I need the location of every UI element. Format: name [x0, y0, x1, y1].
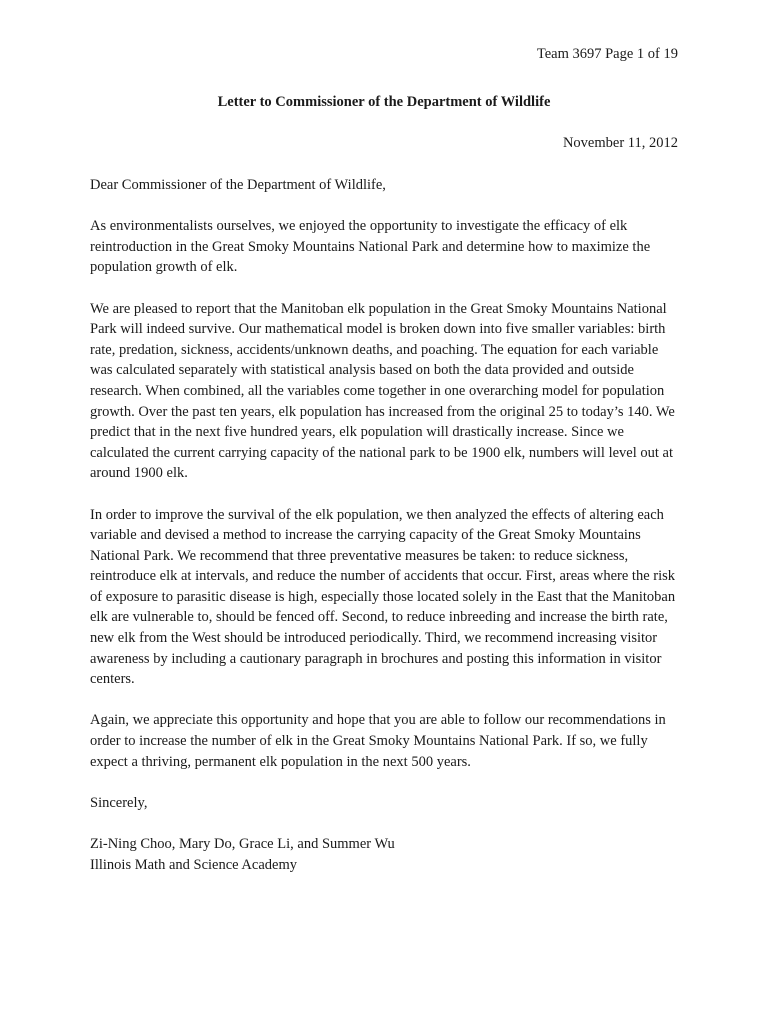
salutation: Dear Commissioner of the Department of Wildlife, [90, 177, 386, 193]
page-header: Team 3697 Page 1 of 19 [536, 46, 678, 62]
school-name: Illinois Math and Science Academy [90, 856, 297, 873]
paragraph-intro: As environmentalists ourselves, we enjoyed the opportunity to investigate the efficacy of elk reintroduction in the Great Smoky Mountains National Park and determine how to maximize the population growth of elk. [90, 218, 651, 276]
paragraph-model: We are pleased to report that the Manitoban elk population in the Great Smoky Mountains National Park will indeed survive. Our mathematical model is broken down into five smaller variables: birth rate, predation, sickness, accidents/unknown deaths, and poaching. The equation for each variable was calculated separately with statistical analysis based on both the data provided and outside research. When combined, all the variables come together in one overarching model for population growth. Over the past ten years, elk population has increased from the original 25 to today’s 140. We predict that in the next five hundred years, elk population will drastically increase. Since we calculated the current carrying capacity of the national park to be 1900 elk, numbers will level out at around 1900 elk. [90, 300, 675, 482]
paragraph-conclusion: Again, we appreciate this opportunity and hope that you are able to follow our recommendations in order to increase the number of elk in the Great Smoky Mountains National Park. If so, we fully expect a thriving, permanent elk population in the next 500 years. [90, 712, 666, 770]
letter-title: Letter to Commissioner of the Department of Wildlife [217, 94, 551, 110]
letter-body [90, 175, 682, 875]
closing: Sincerely, [90, 794, 148, 811]
paragraph-recommendations: In order to improve the survival of the elk population, we then analyzed the effects of altering each variable and devised a method to increase the carrying capacity of the Great Smoky Mountains National Park. We recommend that three preventative measures be taken: to reduce sickness, reintroduce elk at intervals, and reduce the number of accidents that occur. First, areas where the risk of exposure to parasitic disease is high, especially those located solely in the East that the Manitoban elk are vulnerable to, should be fenced off. Second, to reduce inbreeding and increase the birth rate, new elk from the West should be introduced periodically. Third, we recommend increasing visitor awareness by including a cautionary paragraph in brochures and posting this information in visitor centers. [90, 506, 676, 688]
letter-date: November 11, 2012 [562, 135, 678, 151]
signers: Zi-Ning Choo, Mary Do, Grace Li, and Summer Wu [90, 836, 395, 852]
